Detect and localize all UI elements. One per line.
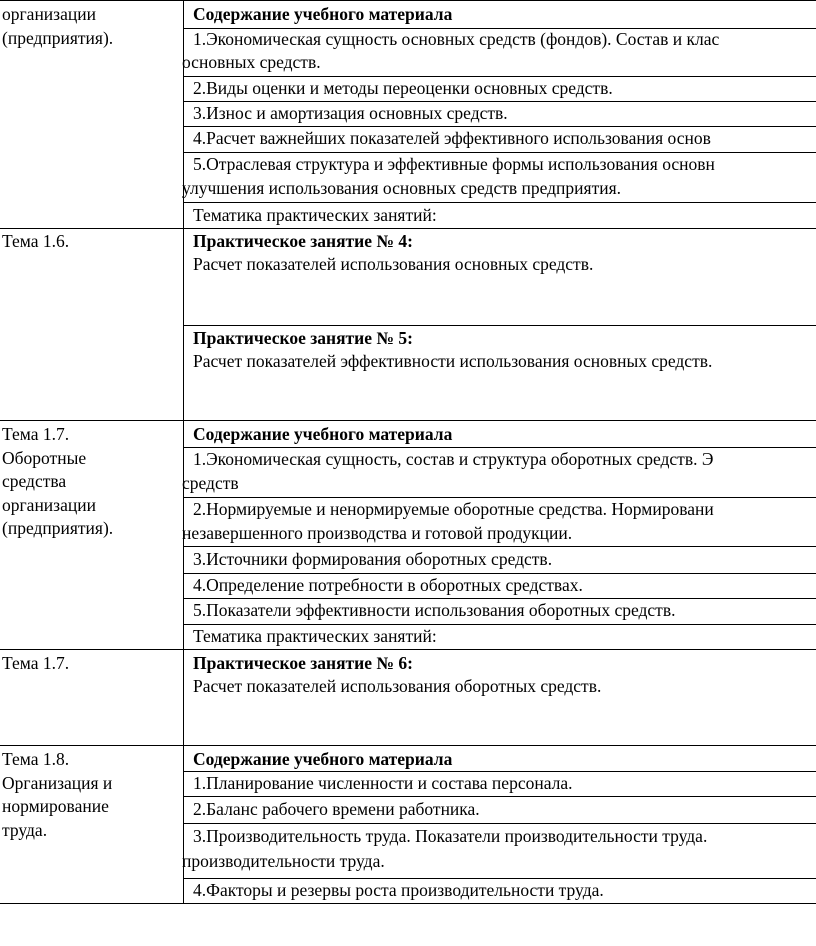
row-divider <box>183 823 816 824</box>
topic-line: Организация и <box>2 772 113 793</box>
content-item: 1.Экономическая сущность, состав и структура оборотных средств. Э <box>193 449 714 469</box>
topic-line: нормирование <box>2 796 109 816</box>
topic-line: организации <box>2 4 96 24</box>
topic-line: (предприятия). <box>2 518 114 538</box>
content-item: 4.Определение потребности в оборотных средствах. <box>193 575 583 595</box>
lesson-title: Практическое занятие № 6: <box>193 653 413 673</box>
content-item: основных средств. <box>182 52 321 72</box>
content-item: 3.Износ и амортизация основных средств. <box>193 103 508 123</box>
topic-line: Оборотные <box>2 447 87 468</box>
section-divider <box>0 649 816 650</box>
section-divider <box>0 420 816 421</box>
content-item: средств <box>182 473 239 493</box>
topic-line: (предприятия). <box>2 27 114 48</box>
practice-label: Тематика практических занятий: <box>193 626 437 646</box>
content-item: 2.Нормируемые и ненормируемые оборотные средства. Нормировани <box>193 499 714 519</box>
section-divider <box>0 745 816 746</box>
topic-line: Тема 1.6. <box>2 231 70 251</box>
topic-line: Тема 1.7. <box>2 653 70 673</box>
content-item: 3.Производительность труда. Показатели производительности труда. <box>193 826 708 846</box>
section-divider <box>0 228 816 229</box>
topic-line: средства <box>2 471 67 491</box>
topic-line: организации <box>2 494 96 515</box>
content-item: 2.Виды оценки и методы переоценки основных средств. <box>193 78 613 98</box>
lesson-title: Практическое занятие № 4: <box>193 231 413 251</box>
topic-line: труда. <box>2 819 48 840</box>
lesson-text: Расчет показателей использования оборотных средств. <box>193 676 602 696</box>
content-header: Содержание учебного материала <box>193 424 453 444</box>
content-item: 5.Отраслевая структура и эффективные формы использования основн <box>193 154 715 174</box>
lesson-title: Практическое занятие № 5: <box>193 328 413 348</box>
content-item: 2.Баланс рабочего времени работника. <box>193 799 480 819</box>
topic-cell <box>2 748 180 842</box>
content-item: улучшения использования основных средств предприятия. <box>182 178 622 198</box>
topic-cell <box>2 423 180 541</box>
content-header: Содержание учебного материала <box>193 4 453 24</box>
table-bottom-border <box>0 903 816 904</box>
content-item: 4.Факторы и резервы роста производительности труда. <box>193 880 604 900</box>
row-divider <box>183 325 816 326</box>
topic-line: Тема 1.8. <box>2 749 70 769</box>
lesson-text: Расчет показателей эффективности использования основных средств. <box>193 351 713 371</box>
row-divider <box>183 546 816 547</box>
content-item: 3.Источники формирования оборотных средств. <box>193 549 553 569</box>
lesson-text: Расчет показателей использования основных средств. <box>193 254 594 274</box>
content-item: 1.Планирование численности и состава персонала. <box>193 773 573 793</box>
topic-cell <box>2 3 180 50</box>
table-top-border <box>0 0 816 1</box>
row-divider <box>183 796 816 797</box>
practice-label: Тематика практических занятий: <box>193 205 437 225</box>
column-divider <box>183 0 184 903</box>
row-divider <box>183 202 816 203</box>
content-header: Содержание учебного материала <box>193 749 453 769</box>
content-item: 4.Расчет важнейших показателей эффективного использования основ <box>193 128 711 148</box>
topic-line: Тема 1.7. <box>2 424 70 444</box>
content-item: незавершенного производства и готовой продукции. <box>182 523 573 543</box>
topic-cell <box>2 652 180 676</box>
content-item: производительности труда. <box>182 851 385 871</box>
content-item: 1.Экономическая сущность основных средств (фондов). Состав и клас <box>193 29 720 49</box>
topic-cell <box>2 230 180 254</box>
content-item: 5.Показатели эффективности использования оборотных средств. <box>193 600 676 620</box>
